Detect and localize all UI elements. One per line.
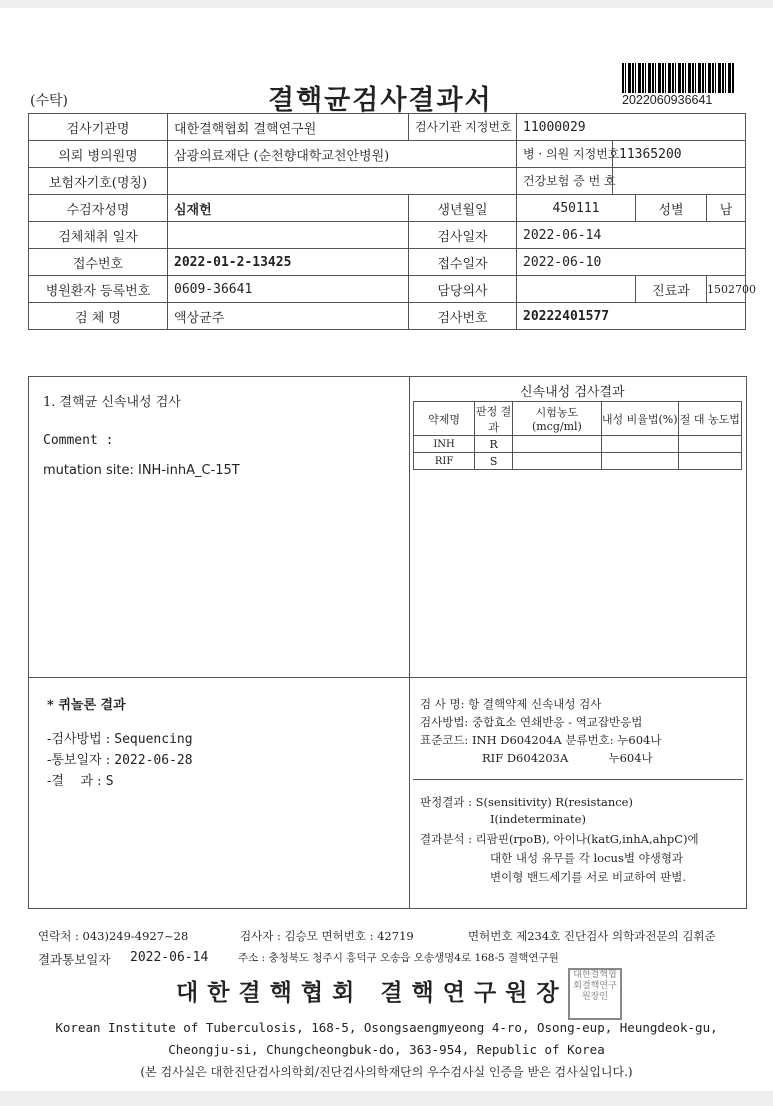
concentration-cell bbox=[513, 453, 602, 470]
report-date: 2022-06-14 bbox=[130, 950, 209, 965]
sex-value: 남 bbox=[707, 195, 746, 222]
absolute-cell bbox=[678, 453, 741, 470]
recv-date-label: 접수일자 bbox=[409, 249, 517, 276]
judgement-label: 판정결과 : S(sensitivity) R(resistance) bbox=[420, 795, 633, 809]
collect-label: 검체채취 일자 bbox=[29, 222, 168, 249]
quinolone-panel bbox=[28, 677, 410, 909]
certification-note: (본 검사실은 대한진단검사의학회/진단검사의학재단의 우수검사실 인증을 받은 검사실입니다.) bbox=[140, 1065, 633, 1079]
collect-value bbox=[168, 222, 409, 249]
analysis-line-3: 변이형 밴드세기를 서로 비교하여 판별. bbox=[490, 870, 687, 884]
table-row bbox=[29, 222, 746, 249]
table-row bbox=[29, 276, 746, 303]
doctor-value bbox=[517, 276, 636, 303]
lab-no-label: 검사기관 지정번호 bbox=[409, 114, 517, 141]
divider bbox=[413, 779, 743, 780]
hosp-no-label: 병 · 의원 지정번호 bbox=[517, 141, 613, 168]
rapid-test-panel bbox=[28, 376, 410, 678]
susceptibility-heading: 신속내성 검사결과 bbox=[520, 385, 625, 400]
hosp-no-value: 11365200 bbox=[613, 141, 746, 168]
table-row bbox=[29, 114, 746, 141]
col-header-ratio: 내성 비율법(%) bbox=[601, 402, 678, 436]
contact: 연락처 : 043)249-4927~28 bbox=[38, 929, 189, 943]
recv-date-value: 2022-06-10 bbox=[517, 249, 746, 276]
report-date-label: 결과통보일자 bbox=[38, 952, 111, 967]
col-header-absolute: 절 대 농도법 bbox=[678, 402, 741, 436]
analysis-line-2: 대한 내성 유무를 각 locus별 야생형과 bbox=[490, 851, 684, 865]
table-row bbox=[29, 141, 746, 168]
reg-value: 0609-36641 bbox=[168, 276, 409, 303]
address-en-line-1: Korean Institute of Tuberculosis, 168-5, Osongsaengmyeong 4-ro, Osong-eup, Heungdeok-gu, bbox=[55, 1020, 718, 1035]
rapid-test-title: 1. 결핵균 신속내성 검사 bbox=[43, 395, 181, 410]
quinolone-result-label: -결 과 : bbox=[47, 774, 102, 789]
method-standard-code-inh: 표준코드: INH D604204A 분류번호: 누604나 bbox=[420, 733, 662, 747]
test-date-label: 검사일자 bbox=[409, 222, 517, 249]
table-header-row bbox=[414, 402, 742, 436]
col-header-result: 판정 결과 bbox=[475, 402, 513, 436]
concentration-cell bbox=[513, 436, 602, 453]
quinolone-method-label: -검사방법 : bbox=[47, 732, 111, 747]
reg-label: 병원환자 등록번호 bbox=[29, 276, 168, 303]
test-date-value: 2022-06-14 bbox=[517, 222, 746, 249]
table-row bbox=[29, 168, 746, 195]
lab-value: 대한결핵협회 결핵연구원 bbox=[168, 114, 409, 141]
barcode-image bbox=[622, 63, 734, 93]
recv-no-label: 접수번호 bbox=[29, 249, 168, 276]
insured-value bbox=[168, 168, 517, 195]
result-cell: S bbox=[475, 453, 513, 470]
address-kr: 주소 : 충청북도 청주시 흥덕구 오송읍 오송생명4로 168-5 결핵연구원 bbox=[238, 952, 559, 964]
method-technique: 검사방법: 중합효소 연쇄반응 - 역교잡반응법 bbox=[420, 715, 643, 729]
recv-no-value: 2022-01-2-13425 bbox=[168, 249, 409, 276]
absolute-cell bbox=[678, 436, 741, 453]
comment-label: Comment : bbox=[43, 433, 114, 448]
col-header-drug: 약제명 bbox=[414, 402, 475, 436]
drug-cell: RIF bbox=[414, 453, 475, 470]
test-no-label: 검사번호 bbox=[409, 303, 517, 330]
col-header-concentration: 시험농도 (mcg/ml) bbox=[513, 402, 602, 436]
table-row bbox=[29, 303, 746, 330]
method-test-name: 검 사 명: 항 결핵약제 신속내성 검사 bbox=[420, 697, 602, 711]
susceptibility-panel bbox=[409, 376, 747, 678]
lab-no-value: 11000029 bbox=[517, 114, 746, 141]
specimen-value: 액상균주 bbox=[168, 303, 409, 330]
drug-cell: INH bbox=[414, 436, 475, 453]
quinolone-method-value: Sequencing bbox=[114, 732, 193, 747]
quinolone-date bbox=[47, 749, 193, 768]
license: 면허번호 제234호 진단검사 의학과전문의 김휘준 bbox=[468, 929, 716, 943]
patient-info-table bbox=[28, 113, 756, 330]
table-row bbox=[414, 453, 742, 470]
analysis-line-1: 결과분석 : 리팜핀(rpoB), 아이나(katG,inhA,ahpC)에 bbox=[420, 832, 699, 846]
quinolone-result bbox=[47, 770, 114, 789]
hosp-label: 의뢰 병의원명 bbox=[29, 141, 168, 168]
mutation-site: mutation site: INH-inhA_C-15T bbox=[43, 463, 240, 478]
patient-value: 심재헌 bbox=[168, 195, 409, 222]
institute-name: 대한결핵협회 결핵연구원장 bbox=[176, 980, 568, 1006]
test-no-value: 20222401577 bbox=[517, 303, 746, 330]
examiner: 검사자 : 김승모 면허번호 : 42719 bbox=[240, 929, 414, 943]
page-title: 결핵균검사결과서 bbox=[268, 85, 493, 116]
hi-value bbox=[613, 168, 746, 195]
table-row bbox=[29, 195, 746, 222]
ratio-cell bbox=[601, 436, 678, 453]
dept-label: 진료과 bbox=[636, 276, 707, 303]
method-panel bbox=[409, 677, 747, 909]
table-row bbox=[414, 436, 742, 453]
result-cell: R bbox=[475, 436, 513, 453]
report-page bbox=[0, 8, 773, 1091]
quinolone-result-value: S bbox=[105, 774, 114, 789]
table-row bbox=[29, 249, 746, 276]
doctor-label: 담당의사 bbox=[409, 276, 517, 303]
method-standard-code-rif: RIF D604203A 누604나 bbox=[482, 751, 653, 765]
patient-label: 수검자성명 bbox=[29, 195, 168, 222]
lab-label: 검사기관명 bbox=[29, 114, 168, 141]
quinolone-title: * 퀴놀론 결과 bbox=[47, 698, 126, 713]
susceptibility-table bbox=[413, 401, 742, 470]
quinolone-date-label: -통보일자 : bbox=[47, 753, 111, 768]
sex-label: 성별 bbox=[636, 195, 707, 222]
address-en-line-2: Cheongju-si, Chungcheongbuk-do, 363-954, Republic of Korea bbox=[168, 1042, 605, 1057]
hi-label: 건강보험 증 번 호 bbox=[517, 168, 613, 195]
dob-value: 450111 bbox=[517, 195, 636, 222]
suta-label: (수탁) bbox=[30, 93, 68, 109]
quinolone-method bbox=[47, 728, 193, 747]
ratio-cell bbox=[601, 453, 678, 470]
dob-label: 생년월일 bbox=[409, 195, 517, 222]
hosp-value: 삼광의료재단 (순천향대학교천안병원) bbox=[168, 141, 517, 168]
dept-value: 1502700 bbox=[707, 276, 746, 303]
specimen-label: 검 체 명 bbox=[29, 303, 168, 330]
judgement-indeterminate: I(indeterminate) bbox=[490, 812, 586, 826]
barcode-number: 2022060936641 bbox=[622, 93, 713, 107]
quinolone-date-value: 2022-06-28 bbox=[114, 753, 193, 768]
insured-label: 보험자기호(명칭) bbox=[29, 168, 168, 195]
official-seal: 대한결핵협회결핵연구원장인 bbox=[568, 968, 622, 1020]
